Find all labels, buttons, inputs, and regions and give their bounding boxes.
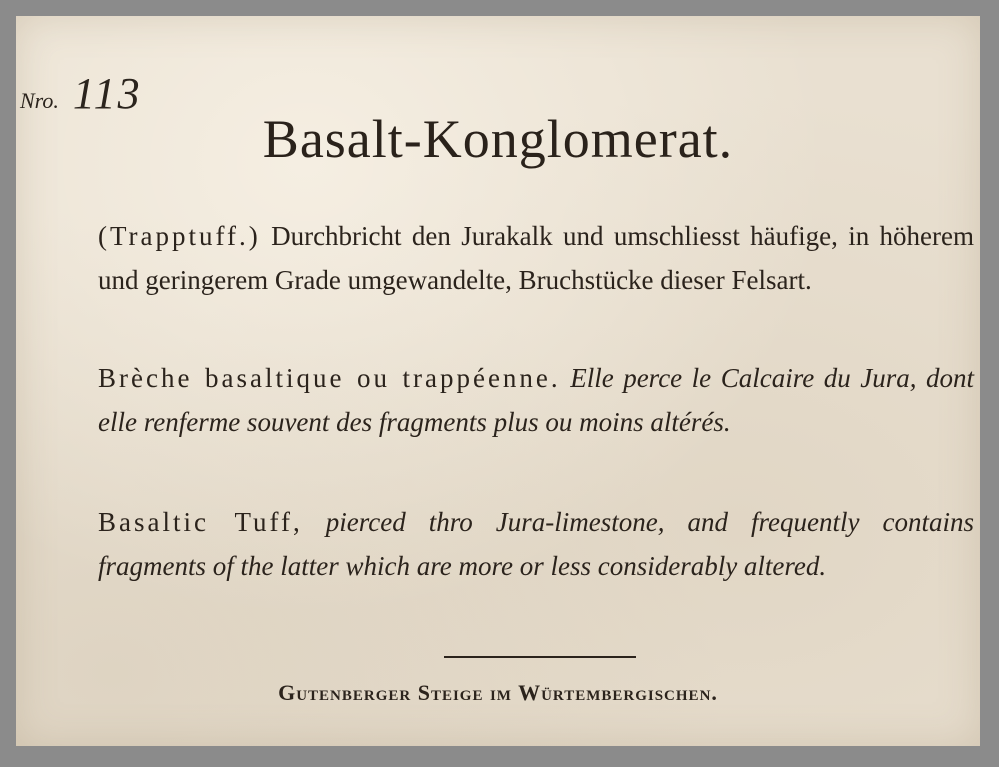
german-description: [98, 214, 974, 302]
locality-line: Gutenberger Steige im Würtembergischen.: [278, 680, 718, 705]
english-text: pierced thro Jura-limestone, and frequently contains fragments of the latter which are more or less considerably altered.: [98, 507, 974, 581]
french-text: Elle perce le Calcaire du Jura, dont elle renferme souvent des fragments plus ou moins altérés.: [98, 363, 974, 437]
label-title: Basalt-Konglomerat.: [262, 109, 734, 169]
number-prefix: Nro.: [20, 88, 59, 113]
french-lead: Brèche basaltique ou trappéenne.: [98, 363, 561, 393]
english-description: [98, 500, 974, 588]
handwritten-number: 113: [72, 69, 142, 118]
german-lead: (Trapptuff.): [98, 221, 261, 251]
french-description: [98, 356, 974, 444]
german-text: Durchbricht den Jurakalk und umschliesst häufige, in höherem und geringerem Grade umgewandelte, Bruchstücke dieser Felsart.: [98, 221, 974, 295]
divider-rule: [444, 656, 636, 658]
specimen-label: [16, 16, 980, 746]
english-lead: Basaltic Tuff,: [98, 507, 303, 537]
